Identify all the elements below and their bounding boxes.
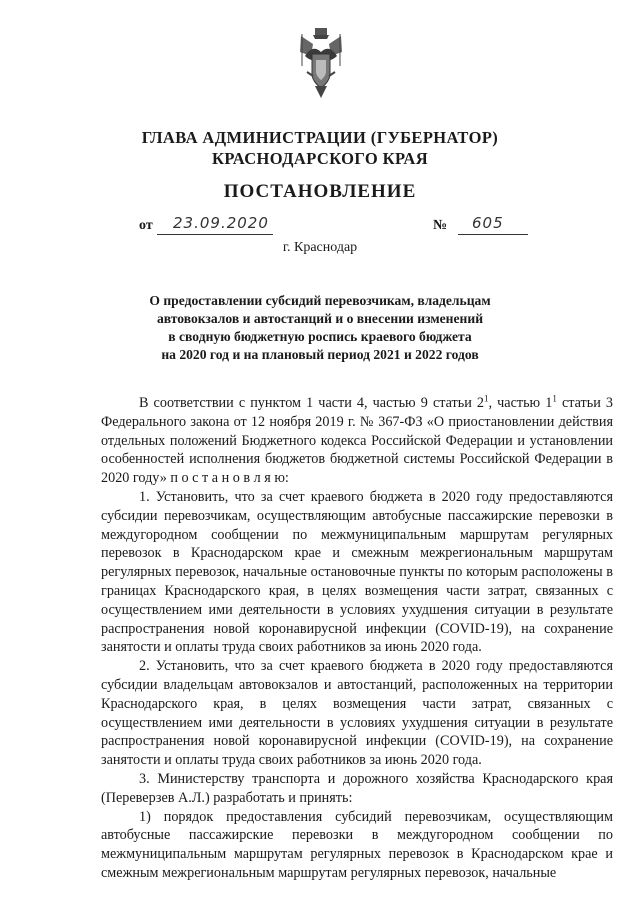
date-number-row	[0, 214, 640, 238]
subject-line: на 2020 год и на плановый период 2021 и 2022 годов	[161, 347, 479, 362]
document-subject	[110, 292, 530, 364]
document-body	[101, 394, 613, 883]
document-type-title: ПОСТАНОВЛЕНИЕ	[223, 181, 417, 202]
paragraph-1: 1. Установить, что за счет краевого бюджета в 2020 году предоставляются субсидии перевозчикам, осуществляющим автобусные пассажирские перевозки в междугородном сообщении по межмуниципальным маршрутам регулярных перевозок в Краснодарском крае и смежным межрегиональным маршрутам регулярных перевозок, начальные остановочные пункты по которым расположены в границах Краснодарского края, в целях возмещения части затрат, связанных с осуществлением ими деятельности в условиях ухудшения ситуации в результате распространения новой коронавирусной инфекции (COVID-19), на сохранение занятости и оплаты труда своих работников за июнь 2020 года.	[101, 488, 613, 656]
date-prefix-label: от	[139, 218, 153, 233]
authority-title-line1: ГЛАВА АДМИНИСТРАЦИИ (ГУБЕРНАТОР)	[141, 128, 499, 147]
handwritten-number: 605	[472, 214, 504, 232]
subject-line: в сводную бюджетную роспись краевого бюджета	[168, 329, 472, 344]
number-prefix-label: №	[433, 218, 448, 233]
subject-line: автовокзалов и автостанций и о внесении изменений	[156, 311, 484, 326]
paragraph-4: 1) порядок предоставления субсидий перевозчикам, осуществляющим автобусные пассажирские перевозки в междугородном сообщении по межмуниципальным маршрутам регулярных перевозок в Краснодарском крае и смежным межрегиональным маршрутам регулярных перевозок, начальные	[101, 808, 613, 881]
number-field	[458, 214, 528, 235]
authority-title-line2: КРАСНОДАРСКОГО КРАЯ	[211, 149, 429, 168]
paragraph-2: 2. Установить, что за счет краевого бюджета в 2020 году предоставляются субсидии владельцам автовокзалов и автостанций, расположенных на территории Краснодарского края, в целях возмещения части затрат, связанных с осуществлением ими деятельности в условиях ухудшения ситуации в результате распространения новой коронавирусной инфекции (COVID-19), на сохранение занятости и оплаты труда своих работников за июнь 2020 года.	[101, 658, 613, 769]
paragraph-3: 3. Министерству транспорта и дорожного хозяйства Краснодарского края (Переверзев А.Л.) разработать и принять:	[101, 770, 613, 806]
coat-of-arms-icon	[297, 26, 345, 100]
date-field	[157, 214, 273, 235]
handwritten-date: 23.09.2020	[173, 214, 269, 232]
city-label: г. Краснодар	[282, 240, 358, 255]
intro-paragraph: В соответствии с пунктом 1 части 4, частью 9 статьи $2^1$, частью $1^1$ статьи 3 Федерального закона от 12 ноября 2019 г. № 367-ФЗ «О приостановлении действия отдельных положений Бюджетного кодекса Российской Федерации и установлении особенностей исполнения бюджетов бюджетной системы Российской Федерации в 2020 году» п о с т а н о в л я ю:	[101, 393, 614, 487]
subject-line: О предоставлении субсидий перевозчикам, владельцам	[149, 293, 491, 308]
